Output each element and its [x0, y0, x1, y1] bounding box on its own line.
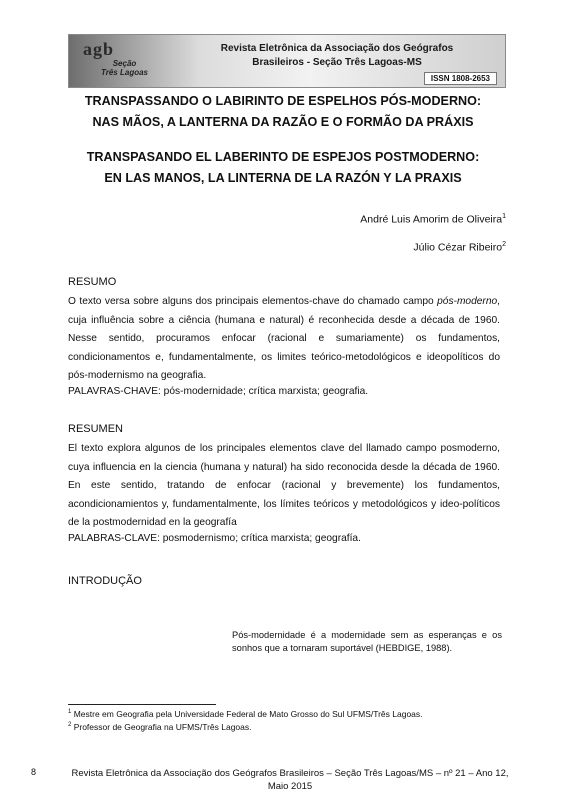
footnote-divider — [68, 704, 216, 705]
footer-line-2: Maio 2015 — [267, 781, 313, 792]
author-2-footnote-ref[interactable]: 2 — [502, 241, 506, 248]
author-2-name: Júlio Cézar Ribeiro — [413, 241, 503, 254]
page-number: 8 — [31, 767, 37, 777]
footnote-1-number: 1 — [68, 709, 72, 715]
footnote-1 — [68, 707, 423, 720]
logo-subtitle — [101, 59, 148, 77]
resumo-keywords: PALAVRAS-CHAVE: pós-modernidade; crítica marxista; geografia. — [68, 386, 369, 397]
resumo-text-start: O texto versa sobre alguns dos principais elementos-chave do chamado campo — [68, 296, 438, 307]
footnote-1-text: Mestre em Geografia pela Universidade Federal de Mato Grosso do Sul UFMS/Três Lagoas. — [71, 708, 423, 719]
title-es-line-2: EN LAS MANOS, LA LINTERNA DE LA RAZÓN Y LA PRAXIS — [104, 171, 462, 185]
title-pt-line-1: TRANSPASSANDO O LABIRINTO DE ESPELHOS PÓS-MODERNO: — [84, 94, 482, 108]
resumo-text-italic: pós-moderno — [437, 296, 498, 307]
issn-badge: ISSN 1808-2653 — [424, 72, 497, 85]
title-portuguese — [40, 91, 526, 133]
resumo-text — [68, 293, 500, 386]
title-pt-line-2: NAS MÃOS, A LANTERNA DA RAZÃO E O FORMÃO DA PRÁXIS — [92, 115, 474, 129]
footer-line-1: Revista Eletrônica da Associação dos Geógrafos Brasileiros – Seção Três Lagoas/MS – nº 21 – Ano 12, — [71, 768, 509, 779]
footnote-2-number: 2 — [68, 721, 72, 728]
introducao-heading: INTRODUÇÃO — [68, 575, 142, 587]
journal-name-line-2: Brasileiros - Seção Três Lagoas-MS — [252, 57, 422, 68]
resumen-keywords: PALABRAS-CLAVE: posmodernismo; crítica marxista; geografía. — [68, 533, 361, 544]
agb-logo — [83, 39, 155, 83]
author-1 — [360, 213, 506, 226]
footnote-2 — [68, 720, 423, 733]
footnote-2-text: Professor de Geografia na UFMS/Três Lagoas. — [71, 721, 252, 732]
page-footer — [60, 767, 520, 793]
title-es-line-1: TRANSPASANDO EL LABERINTO DE ESPEJOS POSTMODERNO: — [86, 150, 480, 164]
resumo-heading: RESUMO — [68, 276, 117, 288]
logo-sub-line-2: Três Lagoas — [101, 68, 148, 77]
logo-sub-line-1: Seção — [112, 59, 137, 68]
journal-name — [177, 42, 497, 70]
resumen-heading: RESUMEN — [68, 423, 124, 435]
epigraph-quote: Pós-modernidade é a modernidade sem as esperanças e os sonhos que a tornaram suportável (HEBDIGE, 1988). — [232, 630, 502, 653]
resumo-text-end: , cuja influência sobre a ciência (humana e natural) é reconhecida desde a década de 1960. Nesse sentido, procuramos enfocar (racional e sumariamente) os fundamentos, condicionamentos e, fundamentalmente, os limites teórico-metodológicos e ideopolíticos do pós-modernismo na geografia. — [68, 296, 500, 382]
author-1-name: André Luis Amorim de Oliveira — [360, 213, 503, 226]
logo-letters: agb — [83, 39, 115, 59]
resumen-text: El texto explora algunos de los principales elementos clave del llamado campo posmoderno, cuya influencia en la ciencia (humana y natural) ha sido reconocida desde la década de 1960. En este sentido, tratando de enfocar (racional y brevemente) los fundamentos, acondicionamientos y, fundamentalmente, los límites teóricos y metodológicos y ideo-políticos de la postmodernidad en la geografía — [68, 443, 500, 529]
author-1-footnote-ref[interactable]: 1 — [502, 213, 506, 220]
title-spanish — [40, 147, 526, 189]
journal-name-line-1: Revista Eletrônica da Associação dos Geógrafos — [220, 43, 454, 54]
footnotes — [68, 707, 423, 733]
journal-banner — [68, 34, 506, 88]
author-2 — [413, 241, 506, 254]
